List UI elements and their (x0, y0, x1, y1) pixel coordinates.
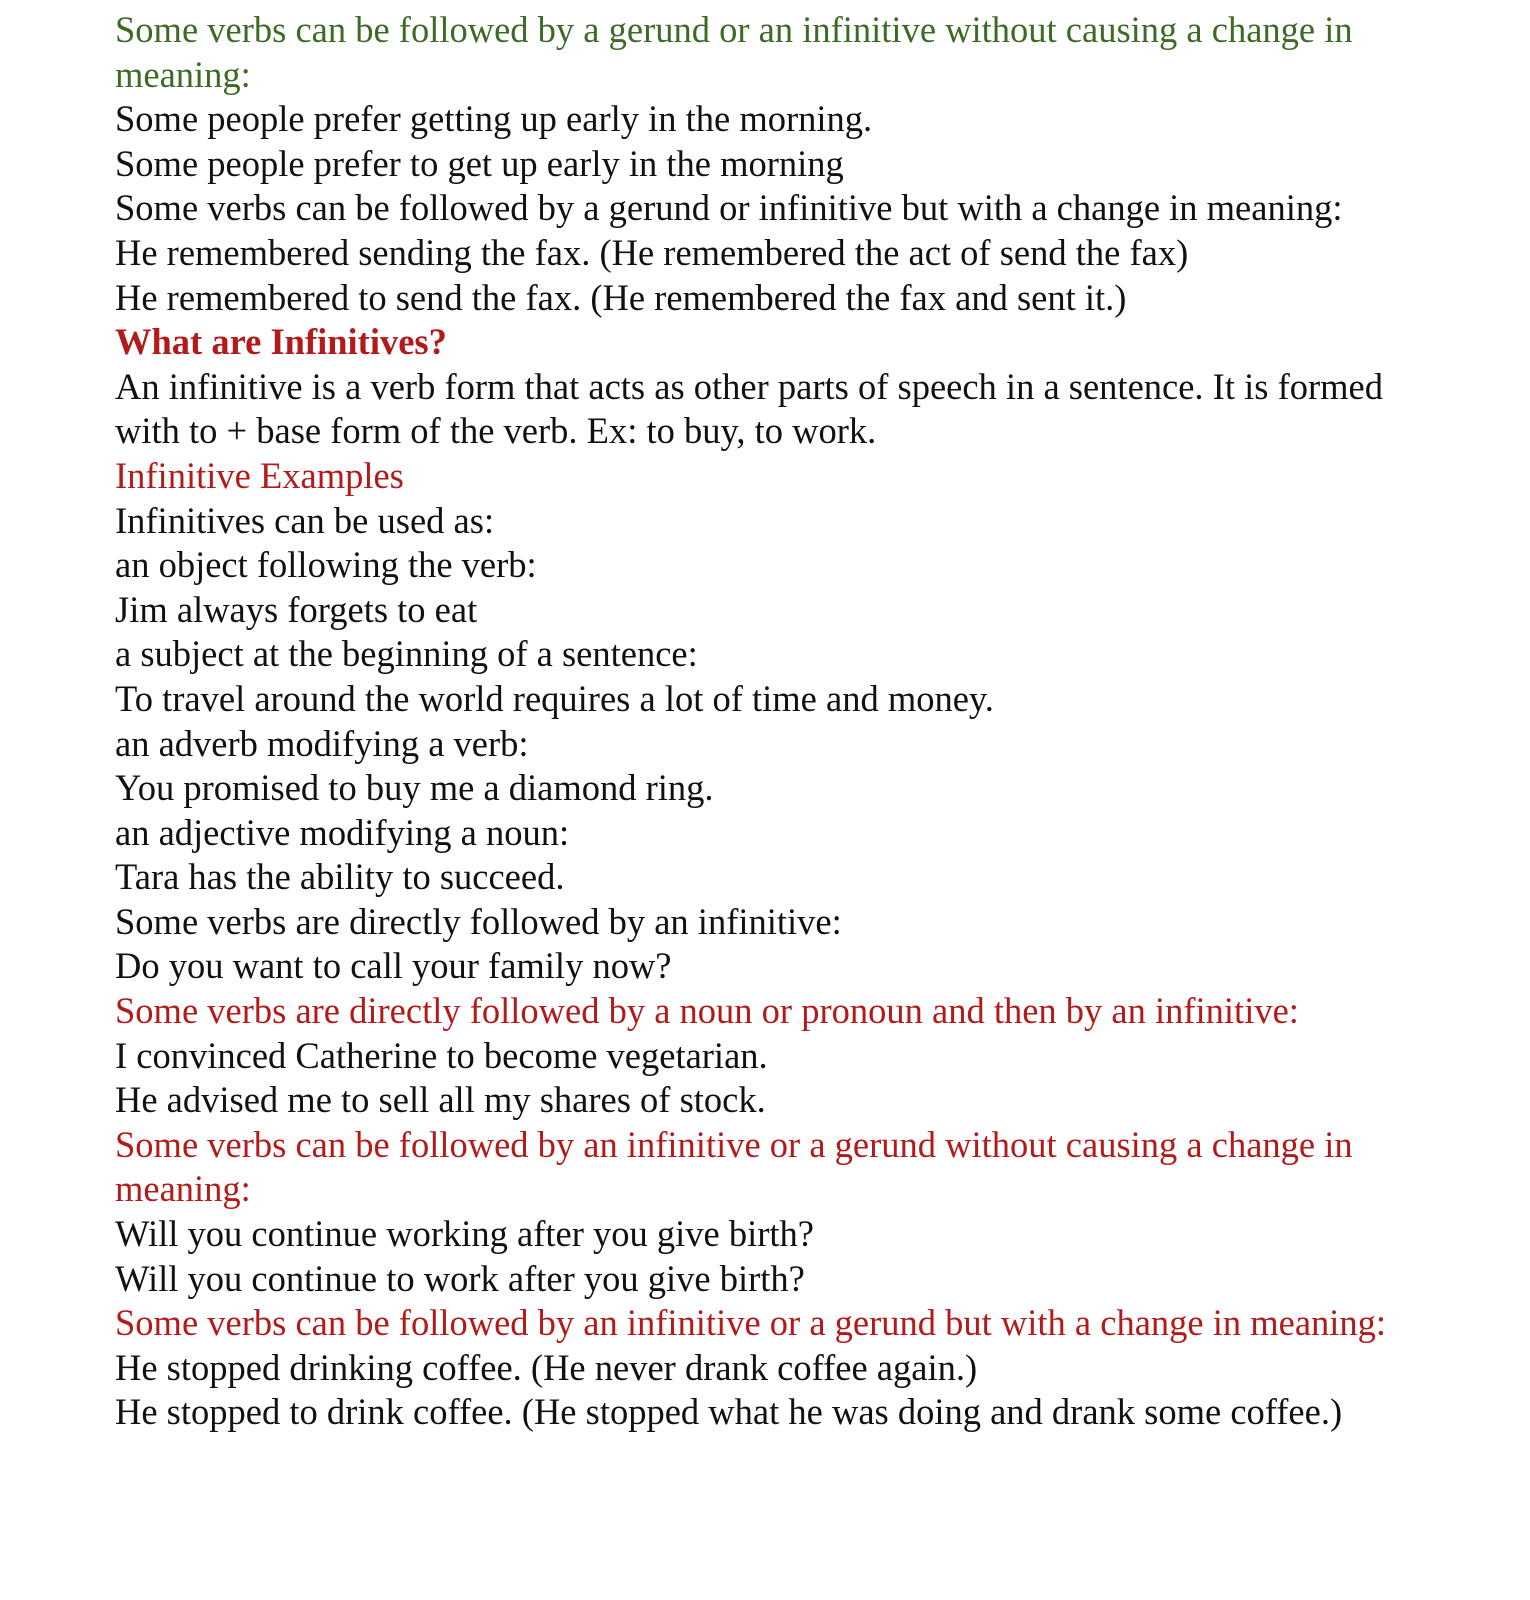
example-sentence: He stopped drinking coffee. (He never drank coffee again.) (115, 1346, 978, 1388)
rule-heading-same-meaning: Some verbs can be followed by an infinitive or a gerund without causing a change in meaning: (115, 1123, 1353, 1210)
rule-heading-change-in-meaning: Some verbs can be followed by an infinitive or a gerund but with a change in meaning: (115, 1302, 1387, 1344)
rule-text: Infinitives can be used as: (115, 499, 495, 541)
example-sentence: To travel around the world requires a lot of time and money. (115, 677, 994, 719)
usage-label: an object following the verb: (115, 544, 537, 586)
example-sentence: I convinced Catherine to become vegetarian. (115, 1034, 768, 1076)
usage-label: an adverb modifying a verb: (115, 722, 529, 764)
section-title-what-are-infinitives: What are Infinitives? (115, 321, 447, 363)
example-sentence: Tara has the ability to succeed. (115, 856, 565, 898)
subheading-infinitive-examples: Infinitive Examples (115, 454, 404, 496)
rule-heading-noun-then-infinitive: Some verbs are directly followed by a noun or pronoun and then by an infinitive: (115, 990, 1299, 1032)
document-body (115, 8, 1405, 1435)
example-sentence: He advised me to sell all my shares of stock. (115, 1079, 766, 1121)
example-sentence: Will you continue working after you give birth? (115, 1213, 814, 1255)
example-sentence: He remembered sending the fax. (He remembered the act of send the fax) (115, 231, 1189, 273)
example-sentence: Do you want to call your family now? (115, 945, 672, 987)
example-sentence: Jim always forgets to eat (115, 588, 478, 630)
example-sentence: Some people prefer getting up early in the morning. (115, 98, 873, 140)
example-sentence: Will you continue to work after you give birth? (115, 1257, 805, 1299)
rule-text: Some verbs are directly followed by an infinitive: (115, 900, 842, 942)
example-sentence: He remembered to send the fax. (He remembered the fax and sent it.) (115, 276, 1127, 318)
example-sentence: You promised to buy me a diamond ring. (115, 767, 714, 809)
section-heading-gerund-or-infinitive-same-meaning: Some verbs can be followed by a gerund or an infinitive without causing a change in meaning: (115, 9, 1353, 95)
definition-paragraph: An infinitive is a verb form that acts as other parts of speech in a sentence. It is formed with to + base form of the verb. Ex: to buy, to work. (115, 365, 1383, 452)
usage-label: a subject at the beginning of a sentence: (115, 633, 698, 675)
rule-text: Some verbs can be followed by a gerund or infinitive but with a change in meaning: (115, 187, 1343, 229)
example-sentence: Some people prefer to get up early in the morning (115, 142, 844, 184)
usage-label: an adjective modifying a noun: (115, 811, 570, 853)
example-sentence: He stopped to drink coffee. (He stopped what he was doing and drank some coffee.) (115, 1391, 1343, 1433)
